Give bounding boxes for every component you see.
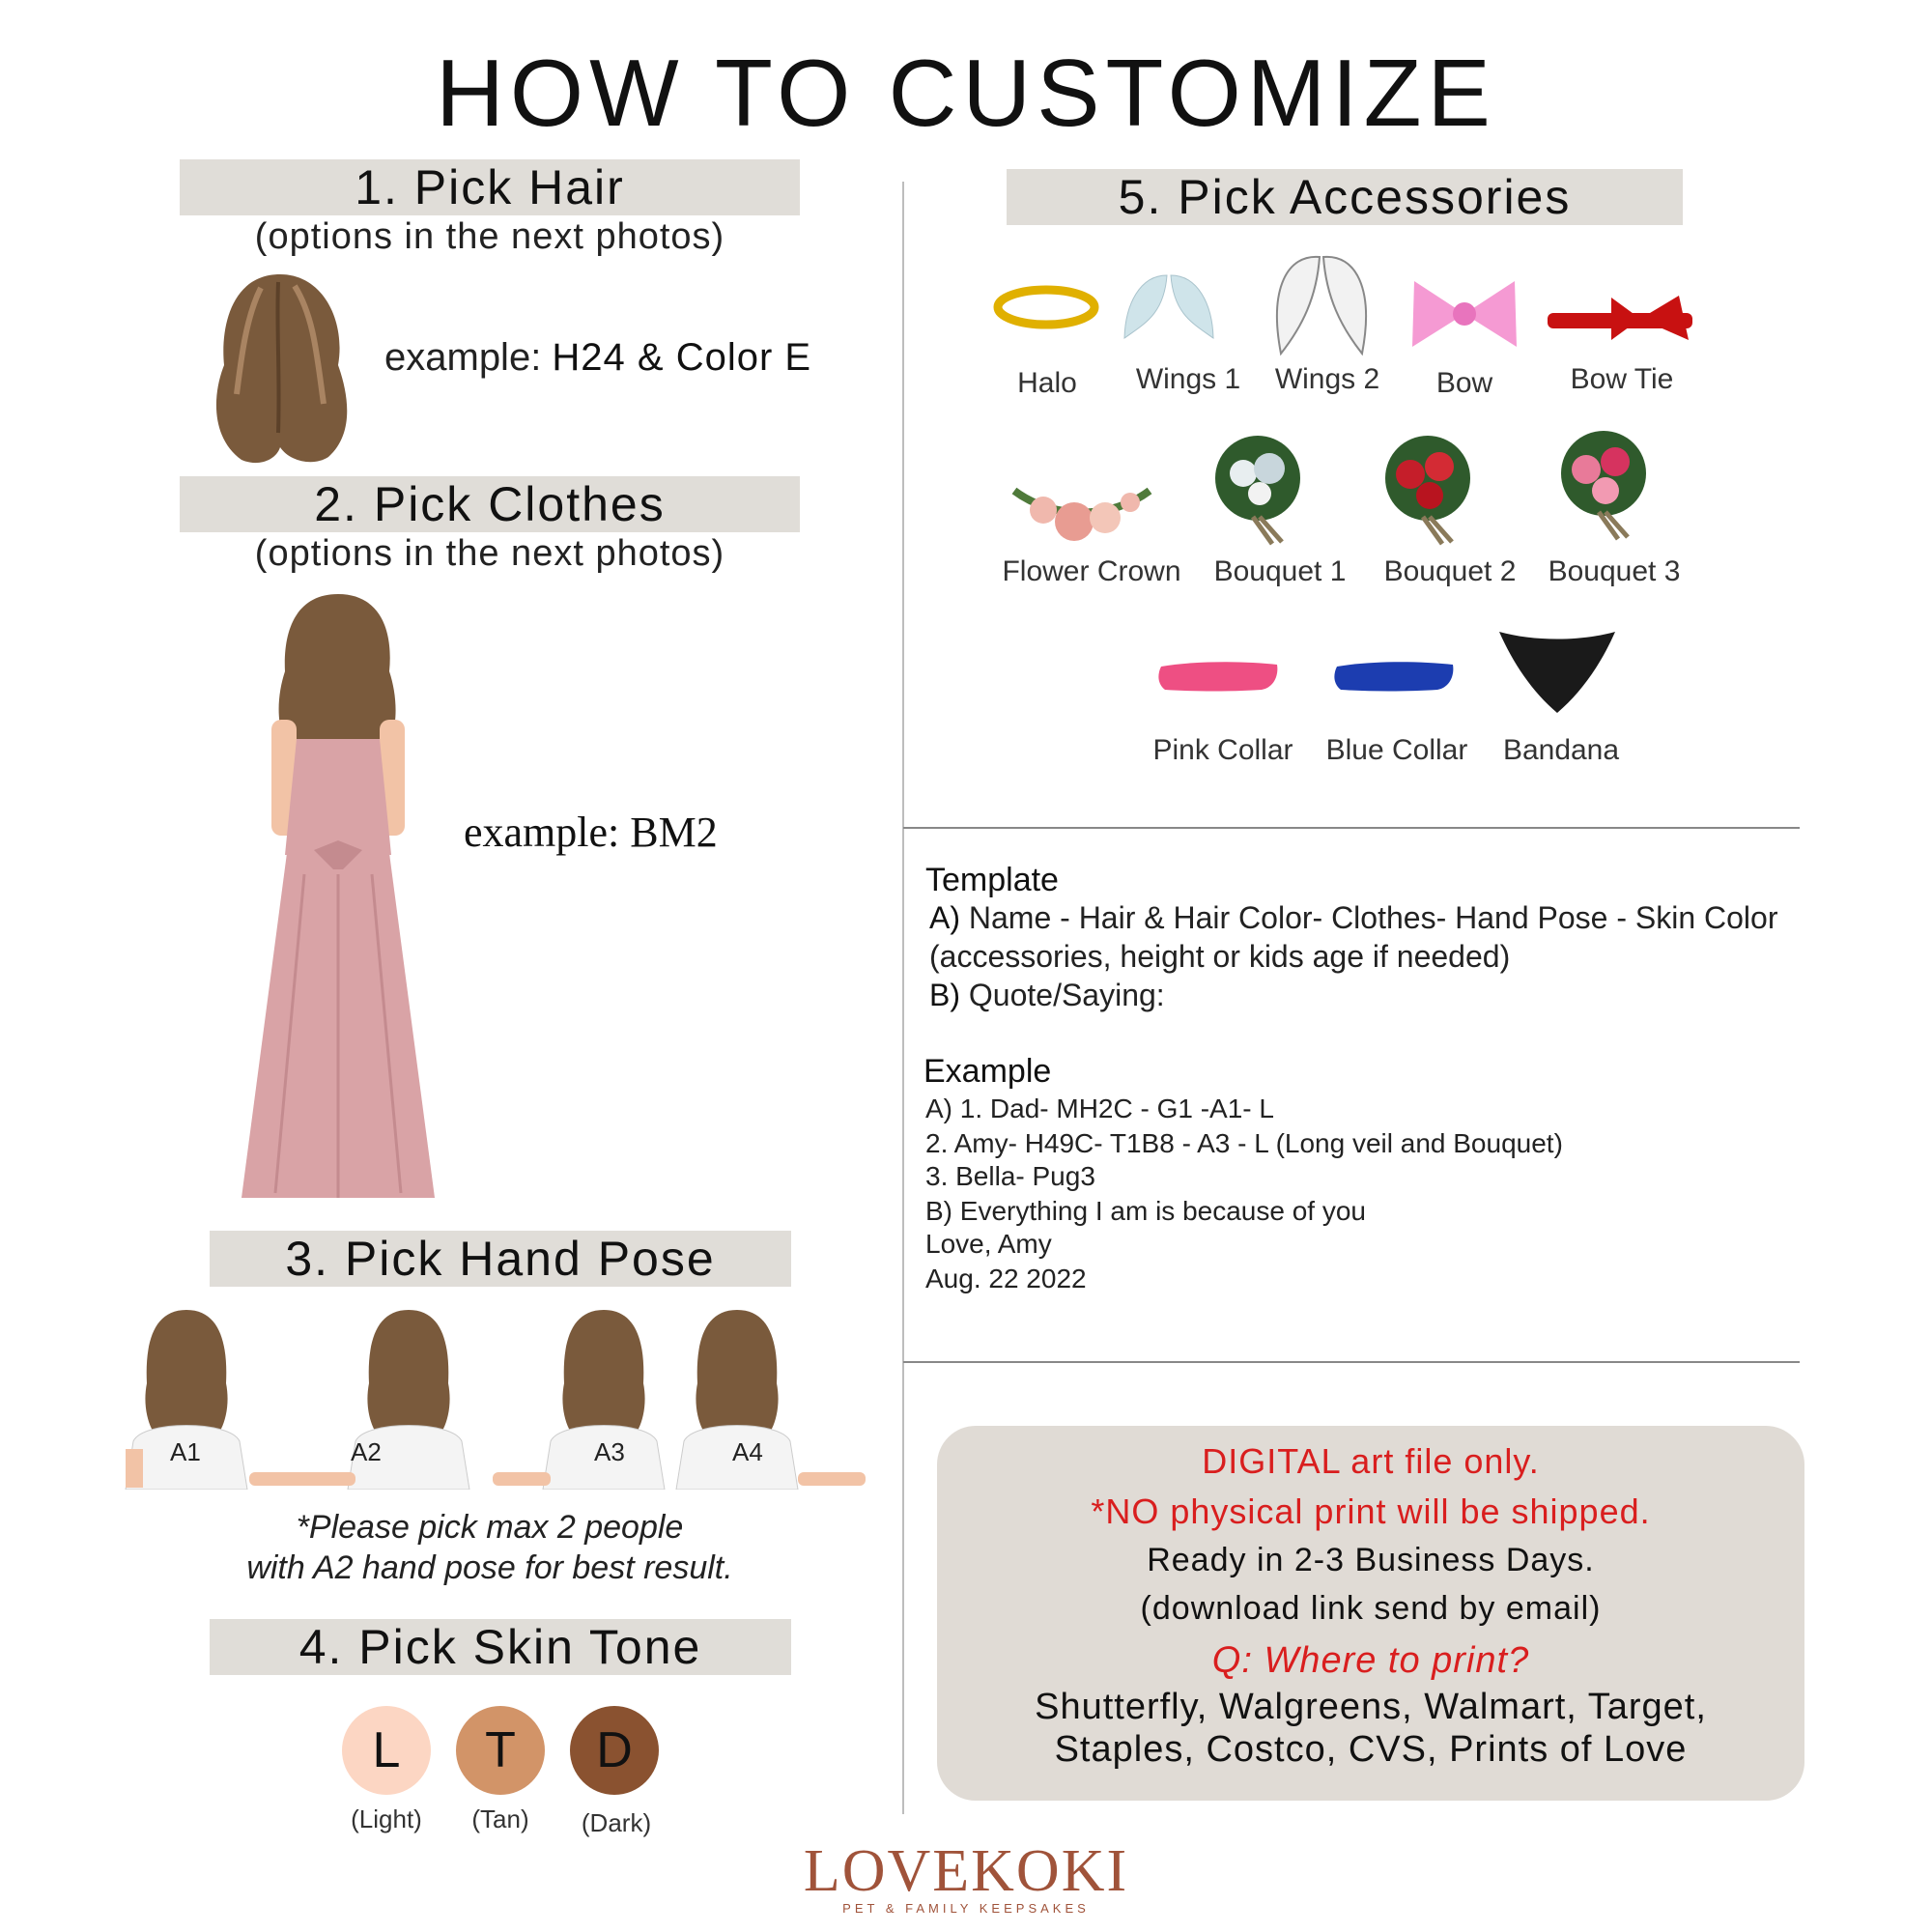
bouquet1-icon bbox=[1200, 430, 1316, 546]
pose-label-a3: A3 bbox=[594, 1437, 625, 1466]
example-line1-text: 1. Dad- MH2C - G1 -A1- L bbox=[959, 1094, 1274, 1123]
accessory-label-bandana: Bandana bbox=[1502, 734, 1620, 766]
example-line5: Love, Amy bbox=[925, 1229, 1052, 1259]
step2-subtitle: (options in the next photos) bbox=[254, 533, 725, 574]
pose-note-line1: *Please pick max 2 people bbox=[296, 1509, 684, 1546]
pose-note-line2: with A2 hand pose for best result. bbox=[246, 1549, 733, 1586]
template-line-b-prefix: B) bbox=[929, 978, 960, 1012]
template-line-a2: (accessories, height or kids age if needed) bbox=[929, 939, 1511, 974]
template-line-b bbox=[929, 976, 1165, 1014]
accessory-label-bouquet3: Bouquet 3 bbox=[1548, 555, 1681, 587]
notice-line2: *NO physical print will be shipped. bbox=[1091, 1492, 1651, 1531]
example-line1 bbox=[925, 1092, 1274, 1125]
accessory-label-wings2: Wings 2 bbox=[1274, 363, 1380, 395]
skin-tone-tan[interactable]: T bbox=[456, 1706, 545, 1795]
skin-tone-tan-caption: (Tan) bbox=[471, 1804, 529, 1833]
step3-heading: 3. Pick Hand Pose bbox=[210, 1231, 791, 1287]
notice-line1: DIGITAL art file only. bbox=[1202, 1441, 1540, 1481]
example-heading: Example bbox=[923, 1053, 1052, 1090]
step5-heading: 5. Pick Accessories bbox=[1007, 169, 1683, 225]
flower-crown-icon bbox=[1005, 452, 1155, 549]
skin-tone-light-caption: (Light) bbox=[351, 1804, 422, 1833]
template-divider-bottom bbox=[903, 1361, 1800, 1363]
pink-collar-icon bbox=[1155, 657, 1281, 696]
template-line-a-text: Name - Hair & Hair Color- Clothes- Hand Pose - Skin Color bbox=[968, 900, 1778, 935]
notice-line3: Ready in 2-3 Business Days. bbox=[1147, 1542, 1595, 1578]
pose-a4-icon bbox=[674, 1306, 867, 1490]
accessory-label-wings1: Wings 1 bbox=[1135, 363, 1241, 395]
example-line3: 3. Bella- Pug3 bbox=[925, 1161, 1095, 1191]
blue-collar-icon bbox=[1331, 657, 1457, 696]
hair-example bbox=[384, 336, 811, 380]
template-line-a bbox=[929, 898, 1924, 937]
example-line1-prefix: A) bbox=[925, 1094, 952, 1123]
bow-icon bbox=[1406, 275, 1522, 353]
pose-label-a1: A1 bbox=[170, 1437, 201, 1466]
notice-question: Q: Where to print? bbox=[1211, 1640, 1530, 1681]
hair-example-icon bbox=[203, 269, 357, 467]
wings2-icon bbox=[1264, 249, 1379, 360]
digital-notice-box bbox=[937, 1426, 1804, 1801]
template-divider-top bbox=[903, 827, 1800, 829]
accessory-label-blue-collar: Blue Collar bbox=[1325, 734, 1468, 766]
step1-heading: 1. Pick Hair bbox=[180, 159, 800, 215]
brand-logo: LOVEKOKI bbox=[803, 1838, 1129, 1904]
example-line6: Aug. 22 2022 bbox=[925, 1264, 1087, 1293]
clothes-example: example: BM2 bbox=[464, 809, 718, 856]
pose-label-a4: A4 bbox=[732, 1437, 763, 1466]
example-line4-text: Everything I am is because of you bbox=[959, 1196, 1366, 1226]
step2-heading: 2. Pick Clothes bbox=[180, 476, 800, 532]
notice-answer2: Staples, Costco, CVS, Prints of Love bbox=[1054, 1729, 1688, 1770]
bouquet3-icon bbox=[1546, 425, 1662, 541]
example-line4 bbox=[925, 1194, 1366, 1228]
accessory-label-bow-tie: Bow Tie bbox=[1570, 363, 1674, 395]
notice-line4: (download link send by email) bbox=[1140, 1590, 1602, 1627]
dress-example-icon bbox=[237, 594, 440, 1212]
skin-tone-dark-caption: (Dark) bbox=[581, 1808, 652, 1837]
skin-tone-light[interactable]: L bbox=[342, 1706, 431, 1795]
notice-answer1: Shutterfly, Walgreens, Walmart, Target, bbox=[1035, 1687, 1707, 1727]
hair-example-prefix: example: bbox=[384, 336, 553, 379]
example-line2: 2. Amy- H49C- T1B8 - A3 - L (Long veil and Bouquet) bbox=[925, 1128, 1563, 1158]
brand-tagline: PET & FAMILY KEEPSAKES bbox=[842, 1901, 1090, 1916]
bouquet2-icon bbox=[1370, 430, 1486, 546]
hair-example-value: H24 & Color E bbox=[552, 336, 812, 379]
pose-label-a2: A2 bbox=[351, 1437, 382, 1466]
halo-icon bbox=[993, 280, 1099, 334]
page-title: HOW TO CUSTOMIZE bbox=[436, 40, 1496, 146]
accessory-label-bouquet1: Bouquet 1 bbox=[1213, 555, 1347, 587]
template-heading: Template bbox=[925, 862, 1059, 898]
wings1-icon bbox=[1121, 266, 1217, 343]
column-divider bbox=[902, 182, 904, 1814]
bow-tie-icon bbox=[1544, 290, 1698, 348]
template-line-a-prefix: A) bbox=[929, 900, 960, 935]
accessory-label-flower-crown: Flower Crown bbox=[1002, 555, 1181, 587]
accessory-label-bouquet2: Bouquet 2 bbox=[1383, 555, 1517, 587]
step1-subtitle: (options in the next photos) bbox=[254, 216, 725, 257]
bandana-icon bbox=[1495, 624, 1619, 717]
template-line-b-text: Quote/Saying: bbox=[968, 978, 1165, 1012]
accessory-label-halo: Halo bbox=[1017, 367, 1077, 399]
accessory-label-bow: Bow bbox=[1435, 367, 1493, 399]
example-line4-prefix: B) bbox=[925, 1196, 952, 1226]
skin-tone-dark[interactable]: D bbox=[570, 1706, 659, 1795]
step4-heading: 4. Pick Skin Tone bbox=[210, 1619, 791, 1675]
accessory-label-pink-collar: Pink Collar bbox=[1152, 734, 1293, 766]
